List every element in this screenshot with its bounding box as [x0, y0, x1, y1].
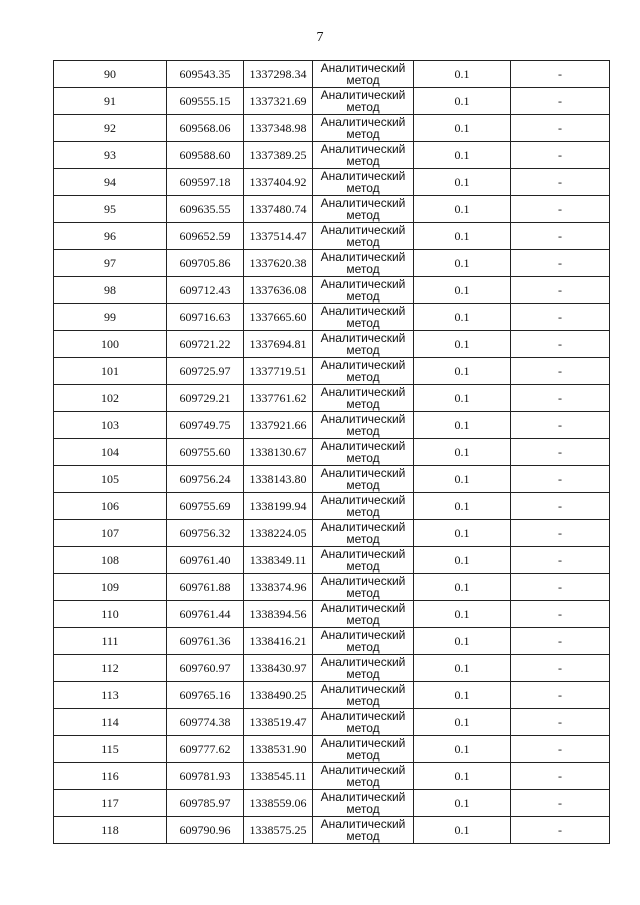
method-cell — [313, 655, 414, 682]
point-number-cell: 104 — [54, 439, 167, 466]
y-coordinate-cell: 1338430.97 — [244, 655, 313, 682]
point-number-cell: 113 — [54, 682, 167, 709]
table-row — [54, 709, 610, 736]
method-cell — [313, 61, 414, 88]
table-row — [54, 439, 610, 466]
method-line-2: метод — [346, 829, 380, 843]
method-cell — [313, 682, 414, 709]
y-coordinate-cell: 1337719.51 — [244, 358, 313, 385]
x-coordinate-cell: 609712.43 — [167, 277, 244, 304]
table-row — [54, 304, 610, 331]
method-line-1: Аналитический — [320, 790, 406, 804]
method-line-2: метод — [346, 667, 380, 681]
method-line-1: Аналитический — [320, 223, 406, 237]
accuracy-cell: 0.1 — [414, 88, 511, 115]
method-cell — [313, 304, 414, 331]
method-line-1: Аналитический — [320, 331, 406, 345]
x-coordinate-cell: 609777.62 — [167, 736, 244, 763]
method-line-2: метод — [346, 505, 380, 519]
method-line-1: Аналитический — [320, 358, 406, 372]
y-coordinate-cell: 1338531.90 — [244, 736, 313, 763]
point-number-cell: 116 — [54, 763, 167, 790]
accuracy-cell: 0.1 — [414, 385, 511, 412]
y-coordinate-cell: 1338130.67 — [244, 439, 313, 466]
x-coordinate-cell: 609781.93 — [167, 763, 244, 790]
method-cell — [313, 358, 414, 385]
method-cell — [313, 439, 414, 466]
method-line-1: Аналитический — [320, 709, 406, 723]
note-cell: - — [511, 790, 610, 817]
y-coordinate-cell: 1337636.08 — [244, 277, 313, 304]
accuracy-cell: 0.1 — [414, 601, 511, 628]
method-cell — [313, 763, 414, 790]
x-coordinate-cell: 609729.21 — [167, 385, 244, 412]
table-row — [54, 817, 610, 844]
table-row — [54, 61, 610, 88]
y-coordinate-cell: 1337298.34 — [244, 61, 313, 88]
accuracy-cell: 0.1 — [414, 142, 511, 169]
method-line-1: Аналитический — [320, 655, 406, 669]
method-line-1: Аналитический — [320, 628, 406, 642]
x-coordinate-cell: 609756.32 — [167, 520, 244, 547]
point-number-cell: 95 — [54, 196, 167, 223]
x-coordinate-cell: 609755.60 — [167, 439, 244, 466]
method-cell — [313, 709, 414, 736]
accuracy-cell: 0.1 — [414, 331, 511, 358]
y-coordinate-cell: 1337665.60 — [244, 304, 313, 331]
method-cell — [313, 817, 414, 844]
x-coordinate-cell: 609716.63 — [167, 304, 244, 331]
note-cell: - — [511, 655, 610, 682]
method-line-1: Аналитический — [320, 88, 406, 102]
x-coordinate-cell: 609749.75 — [167, 412, 244, 439]
point-number-cell: 107 — [54, 520, 167, 547]
x-coordinate-cell: 609761.44 — [167, 601, 244, 628]
table-row — [54, 223, 610, 250]
method-line-2: метод — [346, 73, 380, 87]
method-cell — [313, 250, 414, 277]
note-cell: - — [511, 223, 610, 250]
method-cell — [313, 385, 414, 412]
note-cell: - — [511, 304, 610, 331]
x-coordinate-cell: 609705.86 — [167, 250, 244, 277]
method-line-2: метод — [346, 316, 380, 330]
accuracy-cell: 0.1 — [414, 817, 511, 844]
method-line-1: Аналитический — [320, 817, 406, 831]
method-cell — [313, 493, 414, 520]
method-line-1: Аналитический — [320, 763, 406, 777]
accuracy-cell: 0.1 — [414, 682, 511, 709]
method-cell — [313, 277, 414, 304]
note-cell: - — [511, 466, 610, 493]
method-cell — [313, 574, 414, 601]
point-number-cell: 91 — [54, 88, 167, 115]
point-number-cell: 109 — [54, 574, 167, 601]
accuracy-cell: 0.1 — [414, 196, 511, 223]
note-cell: - — [511, 277, 610, 304]
method-line-2: метод — [346, 289, 380, 303]
table-row — [54, 88, 610, 115]
table-row — [54, 115, 610, 142]
table-row — [54, 358, 610, 385]
accuracy-cell: 0.1 — [414, 439, 511, 466]
note-cell: - — [511, 331, 610, 358]
method-line-1: Аналитический — [320, 601, 406, 615]
table-row — [54, 277, 610, 304]
method-line-2: метод — [346, 748, 380, 762]
method-cell — [313, 736, 414, 763]
accuracy-cell: 0.1 — [414, 277, 511, 304]
accuracy-cell: 0.1 — [414, 223, 511, 250]
x-coordinate-cell: 609761.40 — [167, 547, 244, 574]
method-line-1: Аналитический — [320, 547, 406, 561]
note-cell: - — [511, 142, 610, 169]
y-coordinate-cell: 1338199.94 — [244, 493, 313, 520]
method-line-2: метод — [346, 100, 380, 114]
note-cell: - — [511, 628, 610, 655]
table-row — [54, 520, 610, 547]
note-cell: - — [511, 61, 610, 88]
y-coordinate-cell: 1337694.81 — [244, 331, 313, 358]
y-coordinate-cell: 1337514.47 — [244, 223, 313, 250]
point-number-cell: 98 — [54, 277, 167, 304]
x-coordinate-cell: 609761.88 — [167, 574, 244, 601]
y-coordinate-cell: 1337761.62 — [244, 385, 313, 412]
table-row — [54, 196, 610, 223]
accuracy-cell: 0.1 — [414, 655, 511, 682]
point-number-cell: 101 — [54, 358, 167, 385]
point-number-cell: 94 — [54, 169, 167, 196]
method-cell — [313, 142, 414, 169]
method-cell — [313, 601, 414, 628]
point-number-cell: 117 — [54, 790, 167, 817]
method-cell — [313, 196, 414, 223]
y-coordinate-cell: 1338394.56 — [244, 601, 313, 628]
method-line-2: метод — [346, 532, 380, 546]
y-coordinate-cell: 1338545.11 — [244, 763, 313, 790]
note-cell: - — [511, 574, 610, 601]
accuracy-cell: 0.1 — [414, 466, 511, 493]
point-number-cell: 97 — [54, 250, 167, 277]
method-cell — [313, 790, 414, 817]
table-row — [54, 763, 610, 790]
accuracy-cell: 0.1 — [414, 736, 511, 763]
accuracy-cell: 0.1 — [414, 574, 511, 601]
y-coordinate-cell: 1338559.06 — [244, 790, 313, 817]
accuracy-cell: 0.1 — [414, 169, 511, 196]
accuracy-cell: 0.1 — [414, 115, 511, 142]
method-line-1: Аналитический — [320, 439, 406, 453]
method-cell — [313, 169, 414, 196]
method-line-1: Аналитический — [320, 304, 406, 318]
x-coordinate-cell: 609652.59 — [167, 223, 244, 250]
method-line-2: метод — [346, 235, 380, 249]
point-number-cell: 100 — [54, 331, 167, 358]
method-cell — [313, 547, 414, 574]
method-line-1: Аналитический — [320, 682, 406, 696]
method-cell — [313, 412, 414, 439]
point-number-cell: 92 — [54, 115, 167, 142]
x-coordinate-cell: 609543.35 — [167, 61, 244, 88]
note-cell: - — [511, 250, 610, 277]
method-line-1: Аналитический — [320, 412, 406, 426]
y-coordinate-cell: 1337620.38 — [244, 250, 313, 277]
note-cell: - — [511, 493, 610, 520]
y-coordinate-cell: 1337921.66 — [244, 412, 313, 439]
note-cell: - — [511, 439, 610, 466]
method-line-2: метод — [346, 478, 380, 492]
x-coordinate-cell: 609568.06 — [167, 115, 244, 142]
table-row — [54, 790, 610, 817]
x-coordinate-cell: 609635.55 — [167, 196, 244, 223]
table-row — [54, 655, 610, 682]
method-line-1: Аналитический — [320, 574, 406, 588]
accuracy-cell: 0.1 — [414, 358, 511, 385]
note-cell: - — [511, 115, 610, 142]
method-line-1: Аналитический — [320, 493, 406, 507]
point-number-cell: 110 — [54, 601, 167, 628]
table-row — [54, 574, 610, 601]
x-coordinate-cell: 609761.36 — [167, 628, 244, 655]
y-coordinate-cell: 1338519.47 — [244, 709, 313, 736]
point-number-cell: 111 — [54, 628, 167, 655]
note-cell: - — [511, 763, 610, 790]
method-line-1: Аналитический — [320, 61, 406, 75]
note-cell: - — [511, 520, 610, 547]
method-line-2: метод — [346, 694, 380, 708]
note-cell: - — [511, 358, 610, 385]
method-line-1: Аналитический — [320, 466, 406, 480]
note-cell: - — [511, 601, 610, 628]
method-cell — [313, 88, 414, 115]
x-coordinate-cell: 609756.24 — [167, 466, 244, 493]
page-number: 7 — [316, 30, 324, 45]
method-line-1: Аналитический — [320, 142, 406, 156]
note-cell: - — [511, 88, 610, 115]
table-row — [54, 628, 610, 655]
y-coordinate-cell: 1338224.05 — [244, 520, 313, 547]
x-coordinate-cell: 609721.22 — [167, 331, 244, 358]
accuracy-cell: 0.1 — [414, 61, 511, 88]
table-row — [54, 547, 610, 574]
point-number-cell: 108 — [54, 547, 167, 574]
x-coordinate-cell: 609790.96 — [167, 817, 244, 844]
table-row — [54, 736, 610, 763]
method-line-1: Аналитический — [320, 115, 406, 129]
point-number-cell: 114 — [54, 709, 167, 736]
method-line-2: метод — [346, 775, 380, 789]
method-line-2: метод — [346, 559, 380, 573]
table-row — [54, 331, 610, 358]
y-coordinate-cell: 1338349.11 — [244, 547, 313, 574]
point-number-cell: 96 — [54, 223, 167, 250]
table-row — [54, 250, 610, 277]
method-cell — [313, 466, 414, 493]
method-line-2: метод — [346, 640, 380, 654]
method-cell — [313, 223, 414, 250]
note-cell: - — [511, 709, 610, 736]
method-line-2: метод — [346, 397, 380, 411]
method-line-1: Аналитический — [320, 196, 406, 210]
y-coordinate-cell: 1337321.69 — [244, 88, 313, 115]
table-row — [54, 493, 610, 520]
y-coordinate-cell: 1337348.98 — [244, 115, 313, 142]
y-coordinate-cell: 1338374.96 — [244, 574, 313, 601]
coordinates-table-body — [54, 61, 610, 844]
x-coordinate-cell: 609588.60 — [167, 142, 244, 169]
method-cell — [313, 628, 414, 655]
accuracy-cell: 0.1 — [414, 547, 511, 574]
y-coordinate-cell: 1338490.25 — [244, 682, 313, 709]
accuracy-cell: 0.1 — [414, 520, 511, 547]
y-coordinate-cell: 1337389.25 — [244, 142, 313, 169]
point-number-cell: 118 — [54, 817, 167, 844]
table-row — [54, 466, 610, 493]
x-coordinate-cell: 609597.18 — [167, 169, 244, 196]
method-line-2: метод — [346, 181, 380, 195]
x-coordinate-cell: 609760.97 — [167, 655, 244, 682]
method-line-2: метод — [346, 343, 380, 357]
y-coordinate-cell: 1338416.21 — [244, 628, 313, 655]
y-coordinate-cell: 1338575.25 — [244, 817, 313, 844]
x-coordinate-cell: 609785.97 — [167, 790, 244, 817]
note-cell: - — [511, 385, 610, 412]
point-number-cell: 99 — [54, 304, 167, 331]
point-number-cell: 115 — [54, 736, 167, 763]
point-number-cell: 112 — [54, 655, 167, 682]
method-line-2: метод — [346, 424, 380, 438]
method-line-1: Аналитический — [320, 385, 406, 399]
note-cell: - — [511, 196, 610, 223]
method-line-2: метод — [346, 370, 380, 384]
point-number-cell: 105 — [54, 466, 167, 493]
note-cell: - — [511, 412, 610, 439]
point-number-cell: 103 — [54, 412, 167, 439]
point-number-cell: 90 — [54, 61, 167, 88]
note-cell: - — [511, 817, 610, 844]
method-cell — [313, 331, 414, 358]
method-line-1: Аналитический — [320, 736, 406, 750]
method-line-2: метод — [346, 802, 380, 816]
method-line-2: метод — [346, 613, 380, 627]
note-cell: - — [511, 682, 610, 709]
table-row — [54, 601, 610, 628]
method-line-2: метод — [346, 127, 380, 141]
accuracy-cell: 0.1 — [414, 709, 511, 736]
accuracy-cell: 0.1 — [414, 628, 511, 655]
method-line-2: метод — [346, 586, 380, 600]
y-coordinate-cell: 1337404.92 — [244, 169, 313, 196]
method-cell — [313, 520, 414, 547]
x-coordinate-cell: 609725.97 — [167, 358, 244, 385]
accuracy-cell: 0.1 — [414, 790, 511, 817]
accuracy-cell: 0.1 — [414, 763, 511, 790]
x-coordinate-cell: 609774.38 — [167, 709, 244, 736]
method-line-1: Аналитический — [320, 250, 406, 264]
method-cell — [313, 115, 414, 142]
method-line-2: метод — [346, 208, 380, 222]
accuracy-cell: 0.1 — [414, 304, 511, 331]
x-coordinate-cell: 609755.69 — [167, 493, 244, 520]
point-number-cell: 93 — [54, 142, 167, 169]
note-cell: - — [511, 547, 610, 574]
y-coordinate-cell: 1338143.80 — [244, 466, 313, 493]
y-coordinate-cell: 1337480.74 — [244, 196, 313, 223]
point-number-cell: 106 — [54, 493, 167, 520]
method-line-1: Аналитический — [320, 277, 406, 291]
point-number-cell: 102 — [54, 385, 167, 412]
method-line-1: Аналитический — [320, 169, 406, 183]
table-row — [54, 682, 610, 709]
coordinates-table — [53, 60, 610, 844]
method-line-2: метод — [346, 154, 380, 168]
method-line-2: метод — [346, 721, 380, 735]
x-coordinate-cell: 609765.16 — [167, 682, 244, 709]
note-cell: - — [511, 169, 610, 196]
accuracy-cell: 0.1 — [414, 250, 511, 277]
method-line-1: Аналитический — [320, 520, 406, 534]
table-row — [54, 169, 610, 196]
table-row — [54, 412, 610, 439]
method-line-2: метод — [346, 451, 380, 465]
accuracy-cell: 0.1 — [414, 493, 511, 520]
method-line-2: метод — [346, 262, 380, 276]
x-coordinate-cell: 609555.15 — [167, 88, 244, 115]
table-row — [54, 142, 610, 169]
table-row — [54, 385, 610, 412]
note-cell: - — [511, 736, 610, 763]
accuracy-cell: 0.1 — [414, 412, 511, 439]
